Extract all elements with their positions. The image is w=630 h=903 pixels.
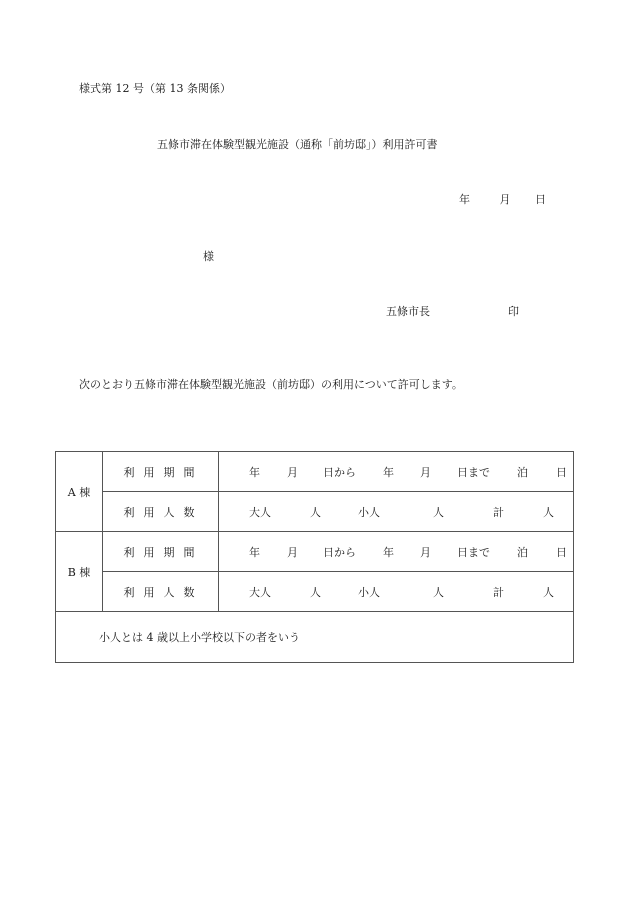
intro-text: 次のとおり五條市滞在体験型観光施設（前坊邸）の利用について許可します。: [79, 378, 463, 391]
period-days: 日: [556, 465, 567, 479]
date-line: [459, 194, 546, 205]
document-title: 五條市滞在体験型観光施設（通称「前坊邸」）利用許可書: [157, 138, 438, 151]
period-label: 利用期間: [103, 532, 219, 572]
count-total-unit: 人: [543, 505, 554, 519]
count-fields: [219, 492, 574, 532]
period-fields: [219, 452, 574, 492]
date-day-label: 日: [535, 193, 546, 206]
count-adults-unit: 人: [310, 585, 321, 599]
period-nights: 泊: [517, 465, 528, 479]
building-a-label: A 棟: [56, 452, 103, 532]
period-end-year: 年: [383, 465, 394, 479]
count-total-unit: 人: [543, 585, 554, 599]
seal-mark: 印: [508, 305, 519, 318]
issuer-name: 五條市長: [386, 305, 430, 318]
period-start-year: 年: [249, 465, 260, 479]
children-definition-note: 小人とは 4 歳以上小学校以下の者をいう: [56, 612, 574, 663]
form-number: 様式第 12 号（第 13 条関係）: [79, 82, 231, 95]
count-total-label: 計: [493, 585, 504, 599]
count-fields: [219, 572, 574, 612]
period-end-month: 月: [420, 465, 431, 479]
period-start-month: 月: [287, 545, 298, 559]
table-row: [56, 452, 574, 492]
count-label: 利用人数: [103, 492, 219, 532]
count-children-unit: 人: [433, 585, 444, 599]
count-adults-label: 大人: [249, 505, 271, 519]
period-end-day: 日まで: [457, 545, 490, 559]
period-end-day: 日まで: [457, 465, 490, 479]
period-days: 日: [556, 545, 567, 559]
period-label: 利用期間: [103, 452, 219, 492]
count-total-label: 計: [493, 505, 504, 519]
period-nights: 泊: [517, 545, 528, 559]
count-adults-label: 大人: [249, 585, 271, 599]
period-fields: [219, 532, 574, 572]
count-adults-unit: 人: [310, 505, 321, 519]
date-month-label: 月: [499, 193, 511, 206]
building-b-label: B 棟: [56, 532, 103, 612]
period-start-day: 日から: [323, 465, 356, 479]
table-row: [56, 532, 574, 572]
permit-table: [55, 451, 574, 663]
date-year-label: 年: [459, 193, 470, 206]
period-start-month: 月: [287, 465, 298, 479]
addressee-suffix: 様: [203, 250, 214, 263]
period-end-month: 月: [420, 545, 431, 559]
count-children-label: 小人: [358, 505, 380, 519]
period-start-year: 年: [249, 545, 260, 559]
period-end-year: 年: [383, 545, 394, 559]
table-row: [56, 572, 574, 612]
count-label: 利用人数: [103, 572, 219, 612]
table-row: [56, 492, 574, 532]
count-children-unit: 人: [433, 505, 444, 519]
table-row: [56, 612, 574, 663]
period-start-day: 日から: [323, 545, 356, 559]
count-children-label: 小人: [358, 585, 380, 599]
